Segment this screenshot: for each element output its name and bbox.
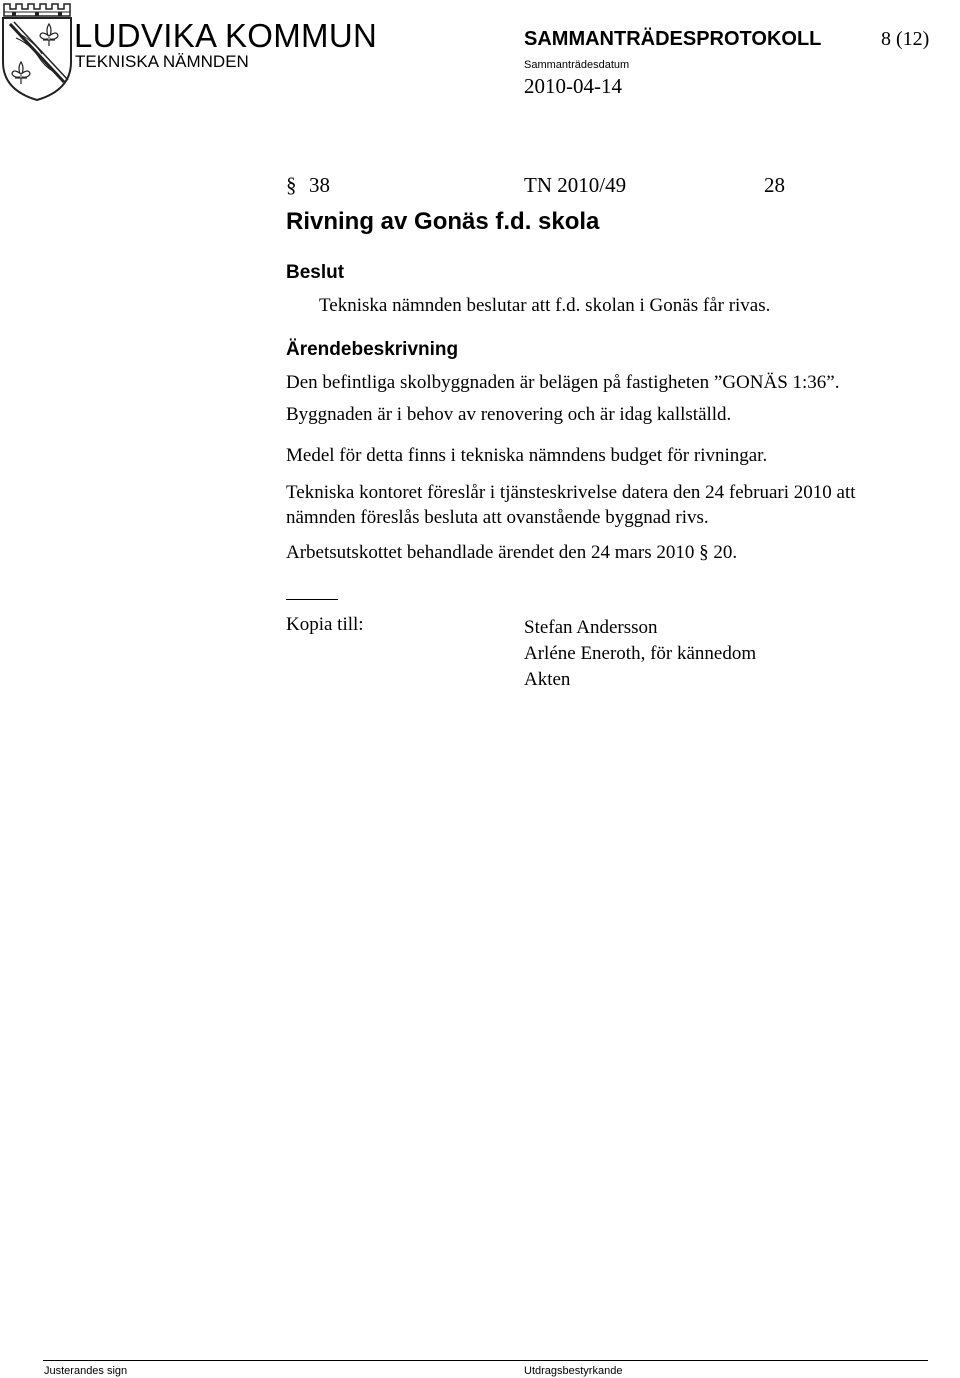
copy-recipients [524,615,756,693]
description-line: nämnden föreslås besluta att ovanstående byggnad rivs. [286,507,709,528]
justerandes-sign-label: Justerandes sign [44,1365,128,1377]
meeting-date-label: Sammanträdesdatum [524,59,630,71]
section-reference [286,175,806,199]
organization-name: LUDVIKA KOMMUN [74,17,378,54]
description-line: Tekniska kontoret föreslår i tjänsteskrivelse datera den 24 februari 2010 att [286,482,856,503]
utdragsbestyrkande-label: Utdragsbestyrkande [524,1365,623,1377]
document-type: SAMMANTRÄDESPROTOKOLL [524,28,822,50]
meeting-date: 2010-04-14 [524,74,622,98]
footer-rule [43,1360,928,1361]
decision-heading: Beslut [286,262,345,283]
copy-recipient: Akten [524,669,571,690]
description-line: Byggnaden är i behov av renovering och är idag kallställd. [286,404,732,425]
copy-to-label: Kopia till: [286,614,364,635]
copy-recipient: Arléne Eneroth, för kännedom [524,643,757,664]
separator-line [286,599,338,600]
committee-name: TEKNISKA NÄMNDEN [75,52,249,71]
description-line: Den befintliga skolbyggnaden är belägen på fastigheten ”GONÄS 1:36”. [286,372,840,393]
paragraph-symbol: § [286,173,297,197]
page-number: 8 (12) [881,28,930,50]
case-number: TN 2010/49 [524,173,627,197]
section-title: Rivning av Gonäs f.d. skola [286,208,600,235]
description-heading: Ärendebeskrivning [286,339,459,360]
decision-text: Tekniska nämnden beslutar att f.d. skolan i Gonäs får rivas. [319,295,771,316]
description-line: Arbetsutskottet behandlade ärendet den 24 mars 2010 § 20. [286,542,738,563]
page-reference: 28 [764,173,785,197]
copy-recipient: Stefan Andersson [524,617,658,638]
coat-of-arms-icon [0,0,74,104]
section-number: 38 [309,173,330,197]
description-line: Medel för detta finns i tekniska nämndens budget för rivningar. [286,445,768,466]
